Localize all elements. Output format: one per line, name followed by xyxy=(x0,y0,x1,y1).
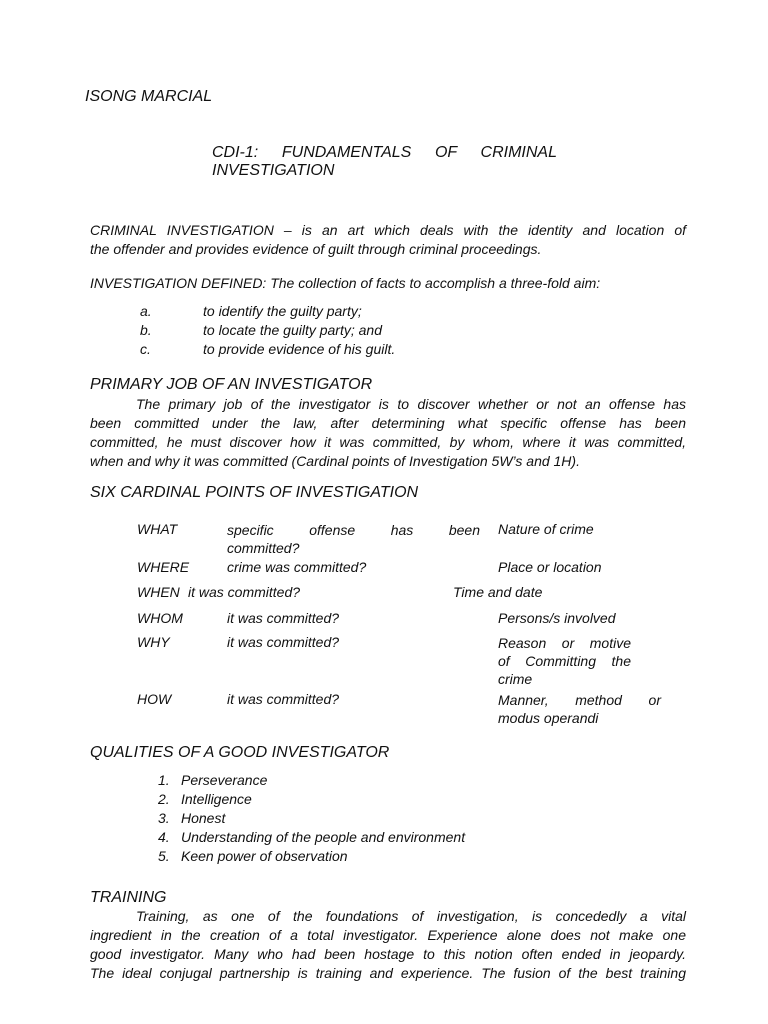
cardinal-key: WHY xyxy=(137,634,170,650)
training-line: ingredient in the creation of a total investigator. Experience alone does not make one xyxy=(90,927,686,943)
aim-text: to locate the guilty party; and xyxy=(203,322,382,338)
cardinal-answer xyxy=(498,634,631,688)
cardinal-question xyxy=(227,521,480,557)
cardinal-question: it was committed? xyxy=(227,691,340,707)
document-title-line1: CDI-1: FUNDAMENTALS OF CRIMINAL xyxy=(212,144,557,161)
training-line: The ideal conjugal partnership is training and experience. The fusion of the best training xyxy=(90,965,686,981)
definition-line: the offender and provides evidence of guilt through criminal proceedings. xyxy=(90,241,542,257)
cardinal-answer: Persons/s involved xyxy=(498,610,616,626)
cardinal-key: WHOM xyxy=(137,610,183,626)
quality-text: Intelligence xyxy=(181,791,252,807)
training-line: Training, as one of the foundations of investigation, is concededly a vital xyxy=(136,908,686,924)
quality-number: 4. xyxy=(158,829,170,845)
cardinal-answer-line: of Committing the xyxy=(498,653,631,669)
cardinal-answer xyxy=(498,691,661,727)
cardinal-points-heading: SIX CARDINAL POINTS OF INVESTIGATION xyxy=(90,484,419,501)
aim-marker: a. xyxy=(140,303,152,319)
cardinal-question: it was committed? xyxy=(227,634,340,650)
cardinal-question: crime was committed? xyxy=(227,559,367,575)
primary-job-line: The primary job of the investigator is to discover whether or not an offense has xyxy=(136,396,686,412)
cardinal-key: HOW xyxy=(137,691,172,707)
primary-job-line: been committed under the law, after determining what specific offense has been xyxy=(90,415,686,431)
cardinal-answer: Nature of crime xyxy=(498,521,594,537)
cardinal-answer: Place or location xyxy=(498,559,602,575)
cardinal-question: it was committed? xyxy=(188,584,301,600)
cardinal-question-line: committed? xyxy=(227,540,300,556)
quality-text: Understanding of the people and environment xyxy=(181,829,466,845)
cardinal-key: WHEN xyxy=(137,584,180,600)
quality-number: 3. xyxy=(158,810,170,826)
quality-number: 5. xyxy=(158,848,170,864)
author-name: ISONG MARCIAL xyxy=(85,88,213,105)
cardinal-answer-line: Reason or motive xyxy=(498,635,631,651)
cardinal-key: WHAT xyxy=(137,521,178,537)
aim-text: to provide evidence of his guilt. xyxy=(203,341,396,357)
training-paragraph xyxy=(90,907,686,983)
cardinal-question-line: specific offense has been xyxy=(227,522,480,538)
primary-job-line: when and why it was committed (Cardinal points of Investigation 5W’s and 1H). xyxy=(90,453,580,469)
training-line: good investigator. Many who had been hostage to this notion often ended in jeopardy. xyxy=(90,946,686,962)
cardinal-question: it was committed? xyxy=(227,610,340,626)
aim-marker: c. xyxy=(140,341,151,357)
quality-text: Keen power of observation xyxy=(181,848,348,864)
cardinal-answer-line: crime xyxy=(498,671,533,687)
aim-text: to identify the guilty party; xyxy=(203,303,362,319)
cardinal-answer-line: Manner, method or xyxy=(498,692,661,708)
qualities-heading: QUALITIES OF A GOOD INVESTIGATOR xyxy=(90,744,390,761)
definition-paragraph xyxy=(90,221,686,259)
cardinal-answer: Time and date xyxy=(453,584,543,600)
document-title-line2: INVESTIGATION xyxy=(212,162,335,179)
primary-job-paragraph xyxy=(90,395,686,471)
primary-job-line: committed, he must discover how it was committed, by whom, where it was committed, xyxy=(90,434,686,450)
quality-number: 2. xyxy=(158,791,170,807)
quality-number: 1. xyxy=(158,772,170,788)
definition-line: CRIMINAL INVESTIGATION – is an art which deals with the identity and location of xyxy=(90,222,686,238)
cardinal-key: WHERE xyxy=(137,559,190,575)
quality-text: Honest xyxy=(181,810,226,826)
training-heading: TRAINING xyxy=(90,889,167,906)
cardinal-answer-line: modus operandi xyxy=(498,710,599,726)
aim-marker: b. xyxy=(140,322,152,338)
investigation-defined: INVESTIGATION DEFINED: The collection of facts to accomplish a three-fold aim: xyxy=(90,275,601,291)
quality-text: Perseverance xyxy=(181,772,268,788)
primary-job-heading: PRIMARY JOB OF AN INVESTIGATOR xyxy=(90,376,373,393)
